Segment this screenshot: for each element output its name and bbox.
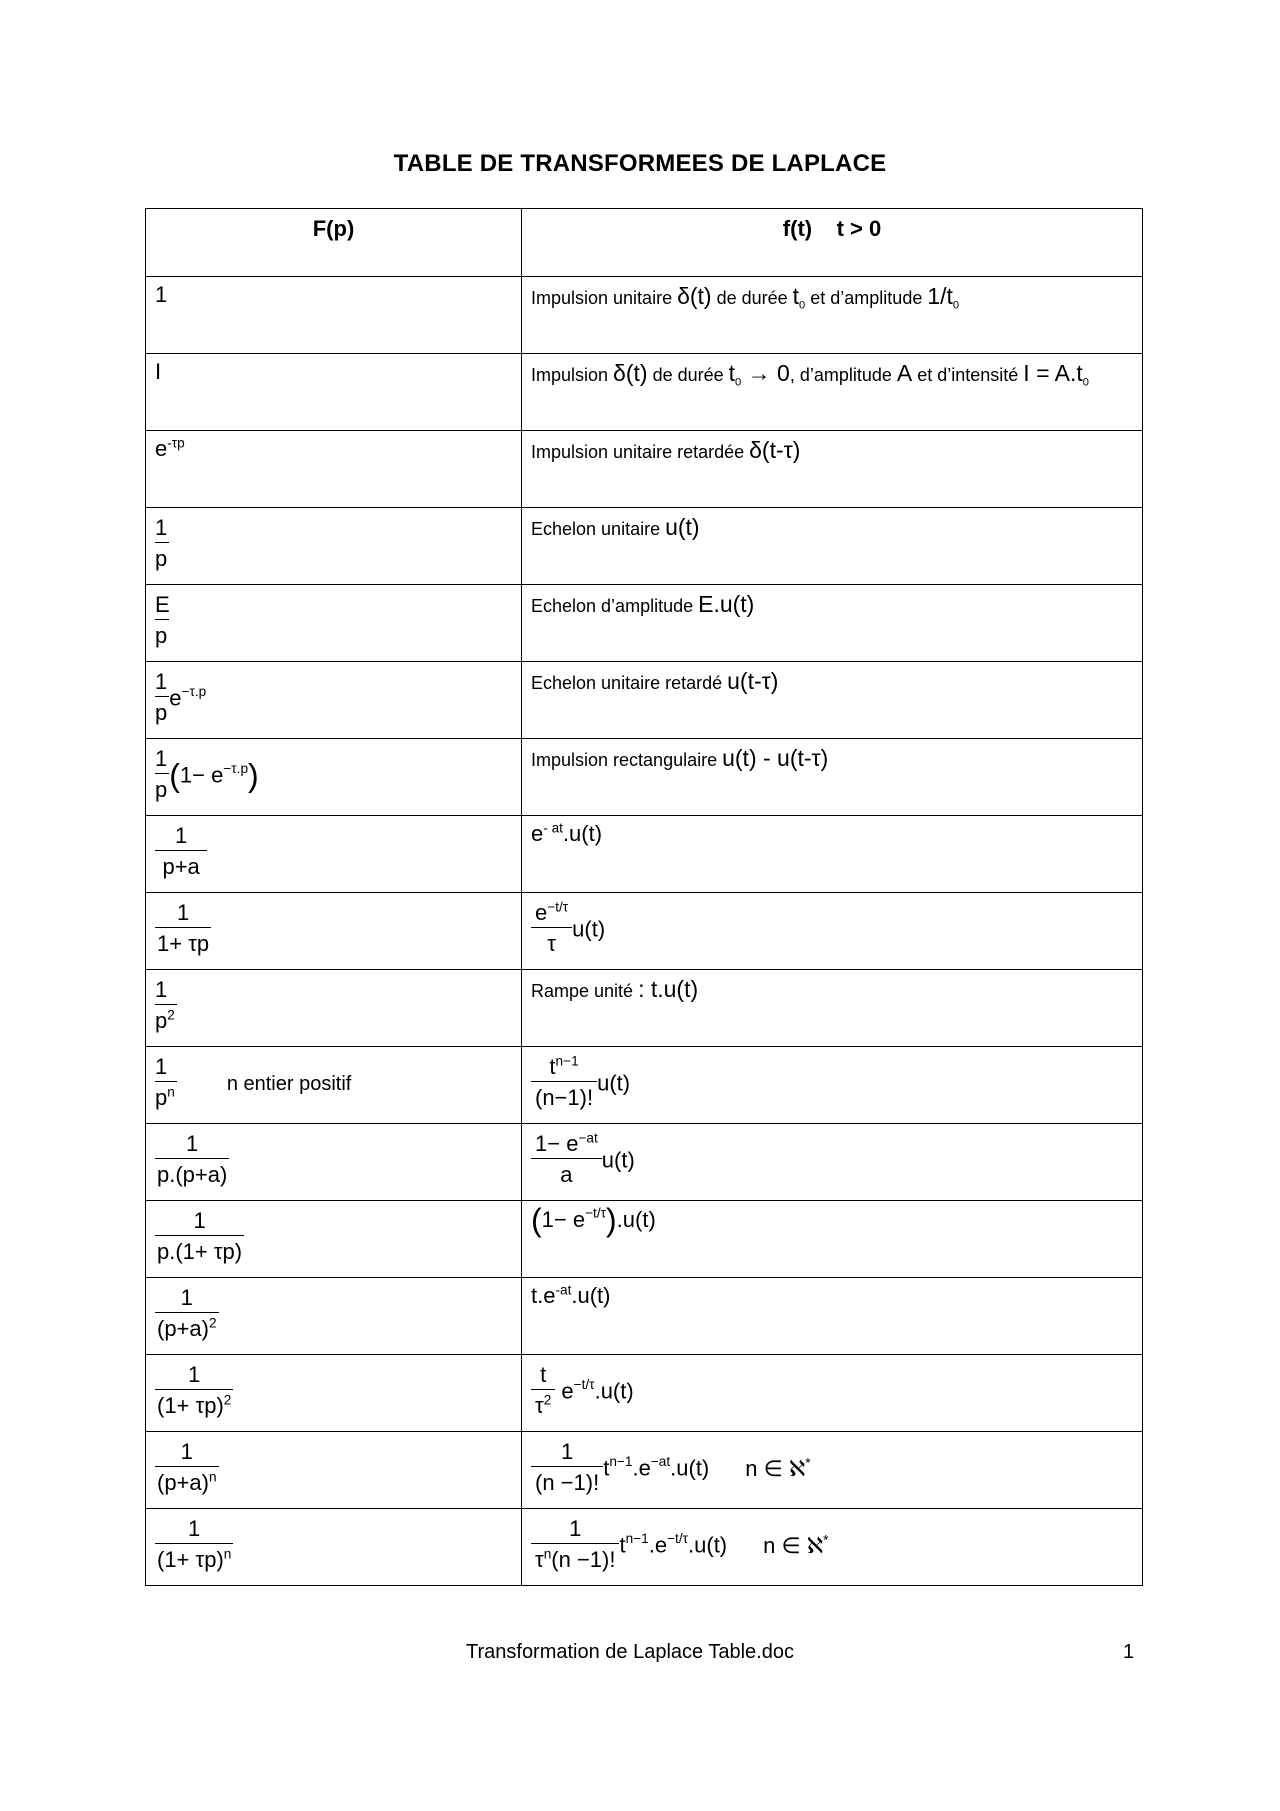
fp-denominator: p — [155, 542, 169, 575]
ft-text: et d’intensité — [912, 365, 1024, 385]
table-row — [146, 354, 1143, 431]
ft-t0: t — [728, 360, 736, 386]
ft-numerator — [531, 1130, 602, 1158]
ft-sub: 0 — [799, 299, 806, 312]
fp-cell — [146, 431, 522, 508]
fp-condition: n entier positif — [226, 1072, 352, 1095]
table-row — [146, 1355, 1143, 1432]
fp-sup: −τ.p — [223, 760, 249, 776]
fp-rest: 1− e — [179, 762, 224, 788]
ft-tail: .u(t) — [670, 1455, 710, 1481]
ft-sup: - at — [543, 820, 563, 836]
ft-cell — [522, 1278, 1143, 1355]
ft-nset-text: n ∈ ℵ — [763, 1532, 824, 1558]
ft-text: Rampe unité — [531, 981, 639, 1001]
ft-rest: .u(t) — [616, 1207, 656, 1233]
ft-expr: u(t) — [665, 514, 700, 540]
ft-amplitude: A — [896, 360, 913, 386]
ft-cell — [522, 508, 1143, 585]
ft-cell — [522, 816, 1143, 893]
fp-den-sup: n — [223, 1546, 232, 1562]
ft-numerator: t — [540, 1362, 547, 1387]
ft-rest: .e — [632, 1455, 651, 1481]
fp-base: e — [155, 436, 168, 461]
fp-numerator: 1 — [155, 669, 168, 694]
fp-fraction — [155, 899, 211, 960]
fp-numerator: 1 — [176, 900, 190, 925]
ft-text: Echelon unitaire retardé — [531, 673, 728, 693]
table-row — [146, 431, 1143, 508]
ft-rest: .u(t) — [562, 821, 603, 846]
fp-rest: e — [169, 685, 182, 711]
fp-cell: I — [146, 354, 522, 431]
fp-fraction — [155, 1284, 219, 1345]
fp-cell — [146, 1355, 522, 1432]
ft-fraction — [531, 899, 572, 960]
fp-den-sup: n — [167, 1084, 175, 1100]
fp-numerator: 1 — [180, 1285, 193, 1310]
table-row — [146, 1047, 1143, 1124]
ft-cell — [522, 431, 1143, 508]
ft-cell — [522, 1355, 1143, 1432]
ft-fraction — [531, 1515, 619, 1576]
fp-cell — [146, 1124, 522, 1201]
ft-num-base: 1− e — [535, 1131, 579, 1156]
close-paren: ) — [606, 1202, 617, 1239]
fp-fraction — [155, 514, 169, 575]
ft-sup: -at — [555, 1282, 572, 1298]
open-paren: ( — [531, 1202, 542, 1239]
ft-expr: E.u(t) — [698, 591, 755, 617]
ft-den-pre-sup: n — [543, 1546, 552, 1562]
ft-cell — [522, 277, 1143, 354]
laplace-table — [145, 208, 1143, 1586]
close-paren: ) — [248, 757, 259, 794]
ft-denominator: (n−1)! — [531, 1081, 597, 1114]
ft-num-sup: −t/τ — [547, 899, 569, 915]
fp-fraction — [155, 976, 177, 1037]
ft-nset-sup: * — [823, 1532, 829, 1548]
ft-text: Echelon unitaire — [531, 519, 666, 539]
fp-denominator: p — [155, 619, 169, 652]
ft-sub: 0 — [735, 376, 742, 389]
ft-num-sup: n−1 — [555, 1053, 579, 1069]
fp-numerator: 1 — [155, 977, 168, 1002]
fp-cell — [146, 970, 522, 1047]
table-row — [146, 1124, 1143, 1201]
ft-expr: : t.u(t) — [638, 976, 699, 1002]
ft-den-base: τ — [535, 1393, 544, 1418]
fp-den-base: p — [155, 1008, 168, 1033]
table-row — [146, 585, 1143, 662]
fp-numerator: 1 — [155, 1054, 168, 1079]
fp-numerator: E — [155, 592, 170, 617]
ft-mid-sup: −t/τ — [573, 1376, 595, 1392]
ft-rest: .e — [648, 1532, 668, 1558]
fp-fraction — [155, 1515, 233, 1576]
ft-rest: u(t) — [601, 1147, 635, 1173]
fp-denominator — [155, 1081, 177, 1114]
ft-expr: δ(t-τ) — [749, 437, 801, 463]
fp-denominator — [155, 1004, 177, 1037]
ft-denominator: (n −1)! — [531, 1466, 603, 1499]
fp-den-sup: n — [208, 1469, 217, 1485]
fp-den-sup: 2 — [167, 1007, 175, 1023]
ft-den-base: (n −1)! — [551, 1547, 616, 1572]
table-row — [146, 1201, 1143, 1278]
ft-cell — [522, 1124, 1143, 1201]
fp-numerator: 1 — [180, 1439, 193, 1464]
fp-fraction — [155, 1438, 219, 1499]
header-t-condition: t > 0 — [836, 216, 882, 241]
ft-sub: 0 — [1082, 376, 1089, 389]
fp-denominator: p.(p+a) — [155, 1158, 229, 1191]
ft-text: de durée — [647, 365, 729, 385]
fp-cell — [146, 739, 522, 816]
ft-fraction — [531, 1053, 597, 1114]
ft-rest: u(t) — [572, 916, 606, 942]
fp-den-base: (1+ τp) — [157, 1547, 224, 1572]
ft-denominator — [531, 1389, 555, 1422]
fp-denominator: p — [155, 696, 169, 729]
ft-denominator: τ — [531, 927, 572, 960]
table-row — [146, 970, 1143, 1047]
ft-cell — [522, 970, 1143, 1047]
fp-den-base: (p+a) — [157, 1316, 209, 1341]
fp-sup: -τp — [167, 435, 185, 451]
table-header-row — [146, 209, 1143, 277]
fp-cell — [146, 1278, 522, 1355]
ft-mid: t — [603, 1455, 610, 1481]
table-row — [146, 1278, 1143, 1355]
ft-text: Impulsion unitaire retardée — [531, 442, 750, 462]
ft-nset-text: n ∈ ℵ — [745, 1455, 806, 1481]
ft-text: Impulsion rectangulaire — [531, 750, 723, 770]
fp-numerator: 1 — [188, 1516, 201, 1541]
fp-fraction — [155, 745, 169, 806]
table-row — [146, 277, 1143, 354]
fp-den-sup: 2 — [223, 1392, 232, 1408]
ft-sup: −t/τ — [585, 1205, 607, 1221]
fp-denominator — [155, 1466, 219, 1499]
fp-denominator: p — [155, 773, 169, 806]
fp-sup: −τ.p — [181, 683, 207, 699]
footer-filename: Transformation de Laplace Table.doc — [466, 1641, 794, 1663]
fp-denominator — [155, 1389, 233, 1422]
ft-text: Echelon d’amplitude — [531, 596, 699, 616]
ft-cell — [522, 354, 1143, 431]
ft-cell — [522, 739, 1143, 816]
table-row — [146, 739, 1143, 816]
ft-base: e — [531, 821, 544, 846]
ft-cell — [522, 1201, 1143, 1278]
ft-cell — [522, 585, 1143, 662]
table-row — [146, 1432, 1143, 1509]
fp-fraction — [155, 591, 172, 652]
ft-nset — [745, 1457, 810, 1481]
ft-num-sup: −at — [578, 1130, 598, 1146]
ft-text: , d’amplitude — [789, 365, 897, 385]
ft-numerator — [531, 1053, 597, 1081]
ft-rest: .u(t) — [594, 1378, 634, 1404]
ft-denominator: a — [531, 1158, 602, 1191]
ft-intensity: I = A.t — [1023, 360, 1083, 386]
ft-den-pre: τ — [535, 1547, 544, 1572]
header-ft-label: f(t) — [782, 216, 813, 241]
fp-den-base: (p+a) — [157, 1470, 209, 1495]
table-row — [146, 1509, 1143, 1586]
fp-cell — [146, 816, 522, 893]
ft-rest: u(t) — [597, 1070, 631, 1096]
table-row — [146, 662, 1143, 739]
fp-fraction — [155, 1130, 229, 1191]
ft-base: t.e — [531, 1283, 556, 1308]
fp-numerator: 1 — [193, 1208, 206, 1233]
fp-numerator: 1 — [155, 515, 168, 540]
ft-text: et d’amplitude — [805, 288, 928, 308]
ft-num-base: e — [535, 900, 548, 925]
open-paren: ( — [169, 757, 180, 794]
ft-cell — [522, 1047, 1143, 1124]
fp-cell — [146, 1432, 522, 1509]
fp-fraction — [155, 1207, 244, 1268]
ft-text: Impulsion — [531, 365, 614, 385]
fp-cell — [146, 585, 522, 662]
ft-mid: e — [561, 1378, 574, 1404]
table-row — [146, 893, 1143, 970]
ft-mid-sup: n−1 — [625, 1530, 649, 1546]
ft-fraction — [531, 1361, 555, 1422]
fp-cell: 1 — [146, 277, 522, 354]
ft-num-base: t — [549, 1054, 556, 1079]
fp-fraction — [155, 668, 169, 729]
ft-text: Impulsion unitaire — [531, 288, 678, 308]
footer-page-number: 1 — [1123, 1641, 1135, 1663]
ft-numerator: 1 — [569, 1516, 582, 1541]
ft-tail: .u(t) — [688, 1532, 728, 1558]
table-row — [146, 816, 1143, 893]
fp-denominator — [155, 1543, 233, 1576]
ft-delta: δ(t) — [677, 283, 712, 309]
ft-fraction — [531, 1130, 602, 1191]
ft-cell — [522, 662, 1143, 739]
fp-cell — [146, 508, 522, 585]
fp-den-base: p — [155, 1085, 168, 1110]
ft-rest: .u(t) — [571, 1283, 611, 1308]
ft-denominator — [531, 1543, 619, 1576]
ft-expr: u(t) - u(t-τ) — [722, 745, 829, 771]
fp-numerator: 1 — [175, 823, 188, 848]
ft-expr: u(t-τ) — [727, 668, 779, 694]
ft-numerator — [531, 899, 572, 927]
ft-nset-sup: * — [805, 1455, 811, 1471]
ft-mid-sup: n−1 — [609, 1453, 633, 1469]
ft-cell — [522, 1432, 1143, 1509]
ft-rest-sup: −at — [650, 1453, 671, 1469]
fp-numerator: 1 — [155, 746, 168, 771]
ft-text: de durée — [711, 288, 793, 308]
ft-delta: δ(t) — [613, 360, 648, 386]
fp-cell — [146, 1047, 522, 1124]
ft-den-sup: 2 — [543, 1392, 552, 1408]
fp-fraction — [155, 1361, 233, 1422]
ft-nset — [763, 1534, 828, 1558]
table-row — [146, 508, 1143, 585]
fp-denominator — [155, 1312, 219, 1345]
fp-den-sup: 2 — [208, 1315, 217, 1331]
ft-t0: t — [792, 283, 800, 309]
fp-numerator: 1 — [186, 1131, 199, 1156]
fp-cell — [146, 893, 522, 970]
fp-denominator: p+a — [155, 850, 207, 883]
ft-fraction — [531, 1438, 603, 1499]
ft-arrow: → 0 — [741, 360, 790, 386]
ft-rest-sup: −t/τ — [667, 1530, 689, 1546]
ft-mid: t — [619, 1532, 626, 1558]
fp-den-base: (1+ τp) — [157, 1393, 224, 1418]
fp-cell — [146, 662, 522, 739]
ft-amplitude: 1/t — [927, 283, 953, 309]
ft-base: 1− e — [541, 1207, 586, 1233]
ft-numerator: 1 — [560, 1439, 574, 1464]
header-fp: F(p) — [146, 209, 522, 277]
fp-numerator: 1 — [188, 1362, 201, 1387]
fp-fraction — [155, 822, 207, 883]
fp-denominator: 1+ τp — [155, 927, 211, 960]
fp-cell — [146, 1201, 522, 1278]
fp-denominator: p.(1+ τp) — [155, 1235, 244, 1268]
header-ft — [522, 209, 1143, 277]
ft-cell — [522, 1509, 1143, 1586]
ft-cell — [522, 893, 1143, 970]
ft-sub: 0 — [952, 299, 960, 312]
fp-fraction — [155, 1053, 177, 1114]
fp-cell — [146, 1509, 522, 1586]
page-title: TABLE DE TRANSFORMEES DE LAPLACE — [393, 150, 887, 177]
